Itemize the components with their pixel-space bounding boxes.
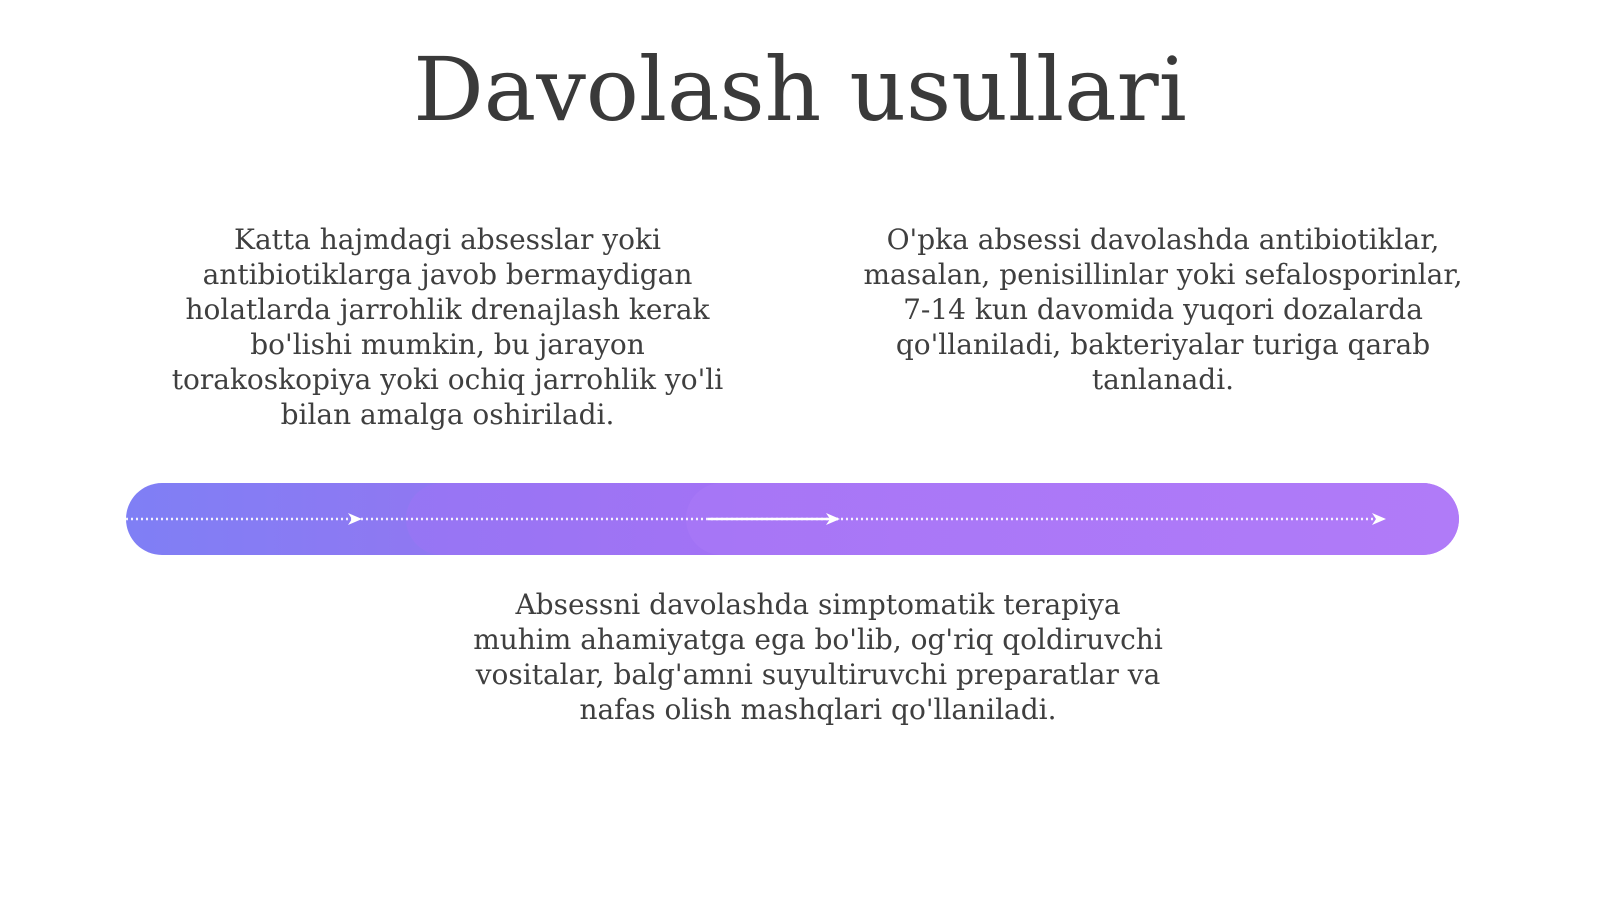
timeline-bar	[126, 483, 1459, 555]
text-block-antibiotics: O'pka absessi davolashda antibiotiklar, masalan, penisillinlar yoki sefalosporinlar, 7-14 kun davomida yuqori dozalarda qo'llaniladi, bakteriyalar turiga qarab tanlanadi.	[863, 223, 1463, 396]
text-block-symptomatic-therapy: Absessni davolashda simptomatik terapiya muhim ahamiyatga ega bo'lib, og'riq qoldiruvchi vositalar, balg'amni suyultiruvchi preparatlar va nafas olish mashqlari qo'llaniladi.	[473, 588, 1163, 726]
arrow-right-icon	[348, 513, 362, 525]
slide-title: Davolash usullari	[413, 38, 1187, 141]
text-block-surgical-drainage: Katta hajmdagi absesslar yoki antibiotiklarga javob bermaydigan holatlarda jarrohlik drenajlash kerak bo'lishi mumkin, bu jarayon torakoskopiya yoki ochiq jarrohlik yo'li bilan amalga oshiriladi.	[171, 223, 724, 431]
arrow-right-icon	[1372, 513, 1386, 525]
timeline-arrows	[126, 483, 1459, 555]
